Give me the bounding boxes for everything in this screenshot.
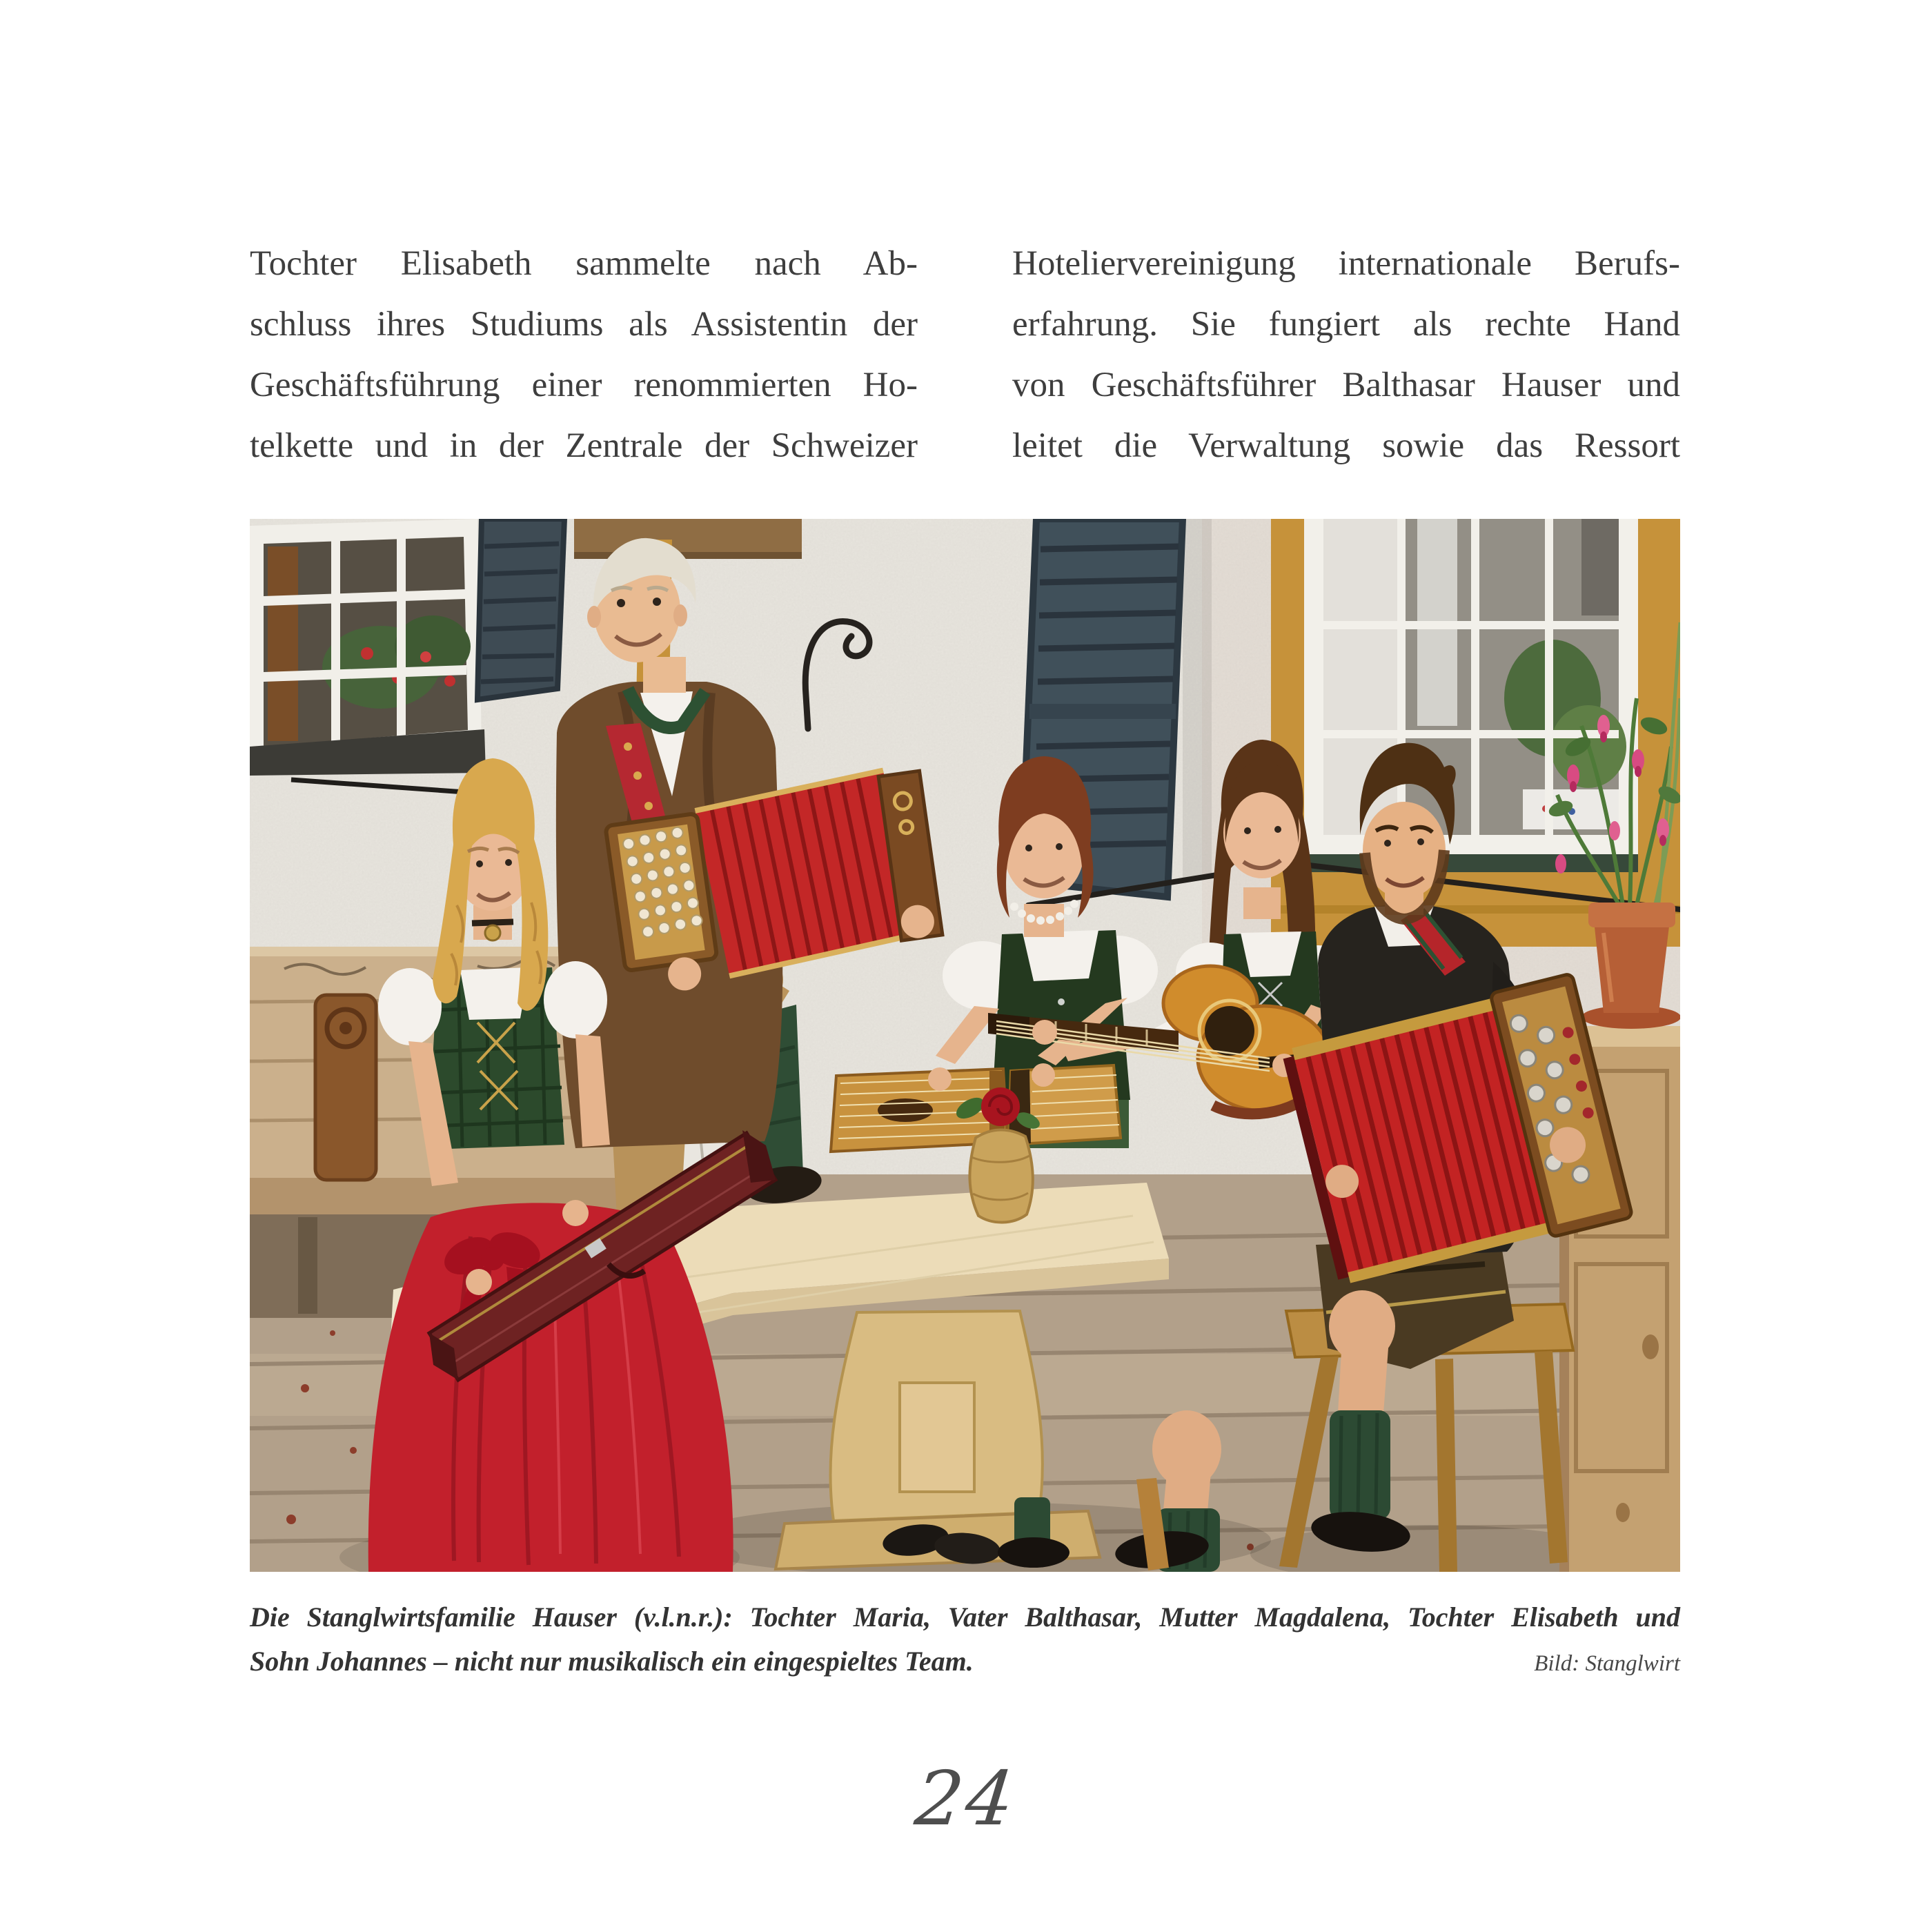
- hand: [928, 1067, 952, 1091]
- caption-line: Sohn Johannes – nicht nur musikalisch ein eingespieltes Team.: [250, 1646, 974, 1677]
- text-column-right: [1012, 233, 1680, 476]
- family-photo-illustration: [250, 519, 1680, 1572]
- hand: [466, 1269, 492, 1295]
- body-text-line: Tochter Elisabeth sammelte nach Ab-: [250, 244, 918, 283]
- hand: [562, 1200, 589, 1226]
- body-text-line: leitet die Verwaltung sowie das Ressort: [1012, 426, 1680, 465]
- blouse-sleeve: [378, 968, 442, 1045]
- hand: [1032, 1063, 1055, 1087]
- page-number: 24: [911, 1756, 1021, 1842]
- body-text-line: telkette und in der Zentrale der Schweizer: [250, 426, 918, 465]
- figure-caption: [250, 1595, 1680, 1686]
- shoe: [998, 1537, 1070, 1568]
- choker-pendant: [485, 925, 500, 940]
- body-text-line: schluss ihres Studiums als Assistentin der: [250, 305, 918, 344]
- photo-credit: Bild: Stanglwirt: [1534, 1651, 1680, 1676]
- text-column-left: [250, 233, 918, 476]
- blouse-sleeve: [544, 961, 607, 1038]
- caption-line: Die Stanglwirtsfamilie Hauser (v.l.n.r.): Tochter Maria, Vater Balthasar, Mutter Magdalena, Tochter Elisabeth und: [250, 1601, 1680, 1633]
- soundhole: [1205, 1006, 1254, 1056]
- body-text-line: erfahrung. Sie fungiert als rechte Hand: [1012, 305, 1680, 344]
- rose: [981, 1087, 1020, 1126]
- body-text-line: von Geschäftsführer Balthasar Hauser und: [1012, 366, 1680, 404]
- body-text-line: Hoteliervereinigung internationale Berufs-: [1012, 244, 1680, 283]
- hand: [1032, 1020, 1057, 1045]
- left-window-shutter: [477, 519, 564, 700]
- article-text: [250, 233, 1680, 476]
- zither: [1009, 1065, 1121, 1145]
- body-text-line: Geschäftsführung einer renommierten Ho-: [250, 366, 918, 404]
- family-photo: [250, 519, 1680, 1572]
- wood-lintel: [574, 519, 802, 557]
